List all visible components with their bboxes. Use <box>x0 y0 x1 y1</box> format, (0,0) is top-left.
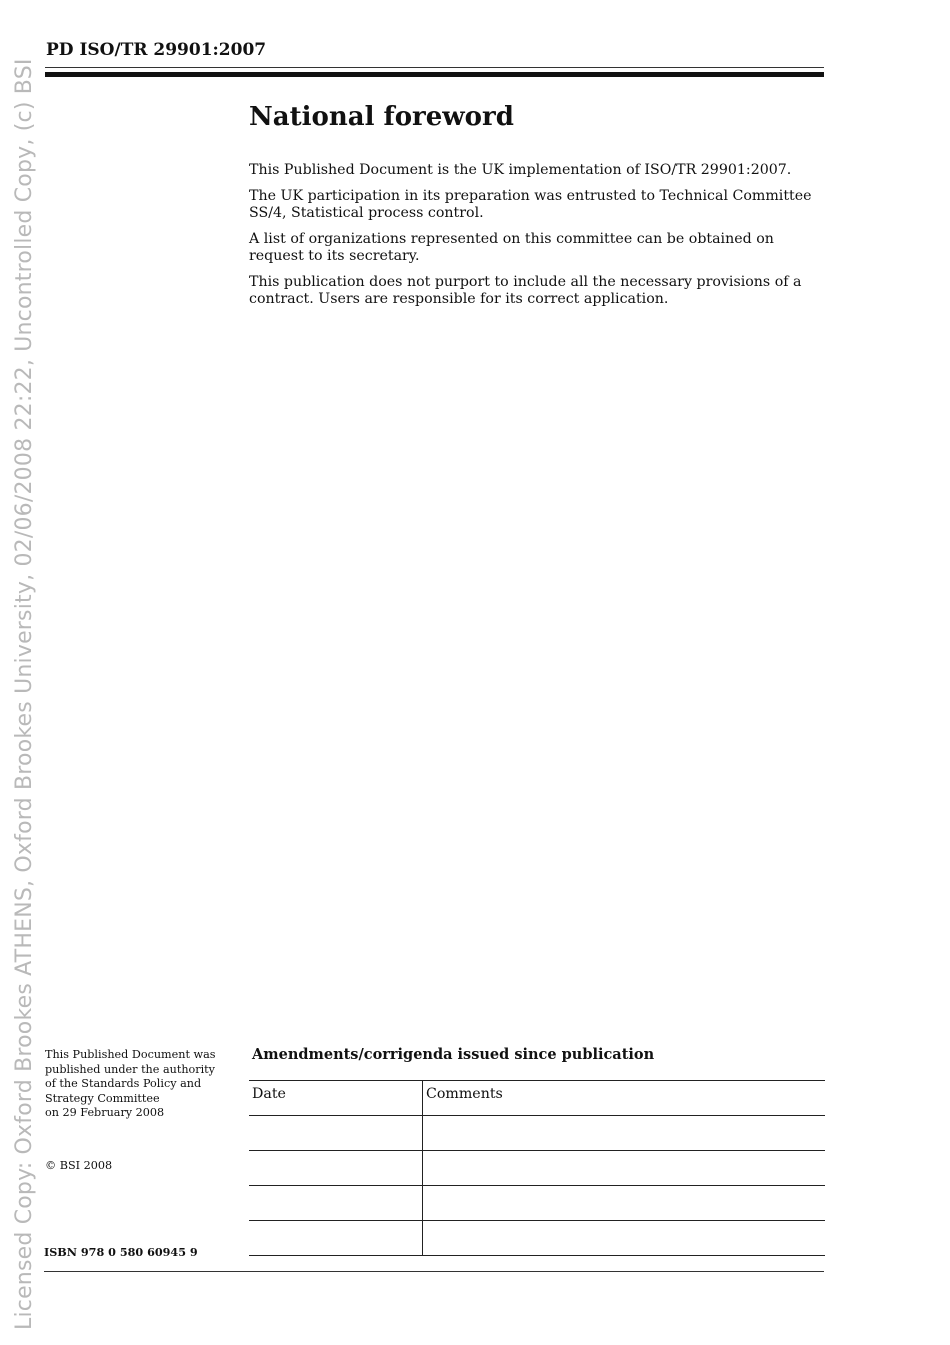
column-header-comments: Comments <box>423 1081 826 1116</box>
table-cell-date <box>249 1221 423 1256</box>
header-rule-thick <box>45 72 824 77</box>
paragraph-committee-list: A list of organizations represented on this committee can be obtained on request to its secretary. <box>249 231 774 264</box>
copyright-notice: © BSI 2008 <box>45 1159 113 1172</box>
main-content <box>249 100 827 317</box>
footer-rule <box>44 1271 824 1272</box>
table-cell-comments <box>423 1151 826 1186</box>
table-row <box>249 1151 825 1186</box>
table-cell-comments <box>423 1186 826 1221</box>
paragraph-disclaimer: This publication does not purport to include all the necessary provisions of a contract. Users are responsible for its correct application. <box>249 274 802 307</box>
table-row <box>249 1116 825 1151</box>
paragraph-uk-participation: The UK participation in its preparation was entrusted to Technical Committee SS/4, Statistical process control. <box>249 188 812 221</box>
document-id: PD ISO/TR 29901:2007 <box>46 40 267 60</box>
page-title: National foreword <box>249 102 514 132</box>
license-watermark: Licensed Copy: Oxford Brookes ATHENS, Oxford Brookes University, 02/06/2008 22:22, Uncontrolled Copy, (c) BSI <box>12 58 37 1330</box>
isbn: ISBN 978 0 580 60945 9 <box>44 1245 198 1259</box>
column-header-date: Date <box>249 1081 423 1116</box>
table-header-row <box>249 1081 825 1116</box>
table-cell-comments <box>423 1116 826 1151</box>
table-cell-date <box>249 1151 423 1186</box>
paragraph-uk-implementation: This Published Document is the UK implementation of ISO/TR 29901:2007. <box>249 162 792 178</box>
table-cell-comments <box>423 1221 826 1256</box>
table-cell-date <box>249 1186 423 1221</box>
amendments-table <box>249 1080 825 1256</box>
publication-note: This Published Document was published under the authority of the Standards Policy and Strategy Committee on 29 February 2008 <box>45 1048 216 1119</box>
table-cell-date <box>249 1116 423 1151</box>
header-rule-thin <box>45 67 824 68</box>
table-row <box>249 1186 825 1221</box>
amendments-heading: Amendments/corrigenda issued since publication <box>252 1046 655 1063</box>
table-row <box>249 1221 825 1256</box>
